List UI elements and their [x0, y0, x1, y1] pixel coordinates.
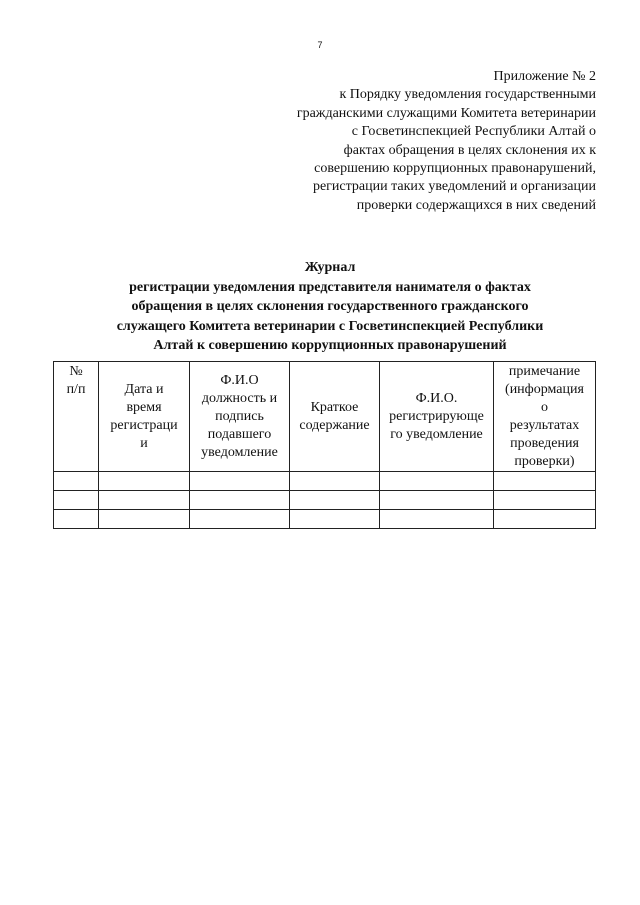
appendix-line: Приложение № 2 — [493, 69, 596, 84]
header-date-time: Дата и время регистраци и — [99, 362, 190, 472]
table-row — [54, 491, 596, 510]
header-submitter: Ф.И.О должность и подпись подавшего уведомление — [190, 362, 290, 472]
header-summary: Краткое содержание — [290, 362, 380, 472]
table-cell — [494, 491, 596, 510]
table-row — [54, 472, 596, 491]
appendix-line: регистрации таких уведомлений и организации — [312, 179, 596, 195]
table-cell — [380, 472, 494, 491]
journal-title-line: обращения в целях склонения государственного гражданского — [131, 299, 529, 315]
table-cell — [190, 510, 290, 529]
table-cell — [54, 491, 99, 510]
appendix-line: к Порядку уведомления государственными — [339, 87, 596, 103]
journal-title-line: служащего Комитета ветеринарии с Госветинспекцией Республики — [116, 318, 544, 334]
table-cell — [290, 472, 380, 491]
table-cell — [54, 472, 99, 491]
journal-title-line: регистрации уведомления представителя нанимателя о фактах — [129, 279, 531, 295]
appendix-line: проверки содержащихся в них сведений — [356, 197, 596, 213]
table-cell — [99, 472, 190, 491]
page-number: 7 — [317, 40, 323, 50]
table-header-row — [54, 362, 596, 472]
table-cell — [380, 491, 494, 510]
journal-title — [60, 258, 600, 356]
table-cell — [494, 472, 596, 491]
appendix-line: фактах обращения в целях склонения их к — [343, 142, 596, 158]
header-note: примечание (информация о результатах проведения проверки) — [494, 362, 596, 472]
appendix-block — [236, 68, 596, 215]
table-cell — [190, 472, 290, 491]
journal-title-line: Алтай к совершению коррупционных правонарушений — [153, 338, 507, 354]
table-cell — [380, 510, 494, 529]
table-cell — [190, 491, 290, 510]
header-number: № п/п — [54, 362, 99, 472]
journal-title-line: Журнал — [304, 260, 356, 275]
appendix-line: гражданскими служащими Комитета ветеринарии — [296, 105, 596, 121]
table-cell — [290, 491, 380, 510]
table-cell — [494, 510, 596, 529]
header-registrar: Ф.И.О. регистрирующе го уведомление — [380, 362, 494, 472]
table-cell — [54, 510, 99, 529]
table-cell — [99, 491, 190, 510]
table-row — [54, 510, 596, 529]
registration-table — [53, 361, 596, 529]
appendix-line: совершению коррупционных правонарушений, — [314, 161, 596, 177]
table-cell — [99, 510, 190, 529]
table-cell — [290, 510, 380, 529]
appendix-line: с Госветинспекцией Республики Алтай о — [351, 124, 596, 140]
